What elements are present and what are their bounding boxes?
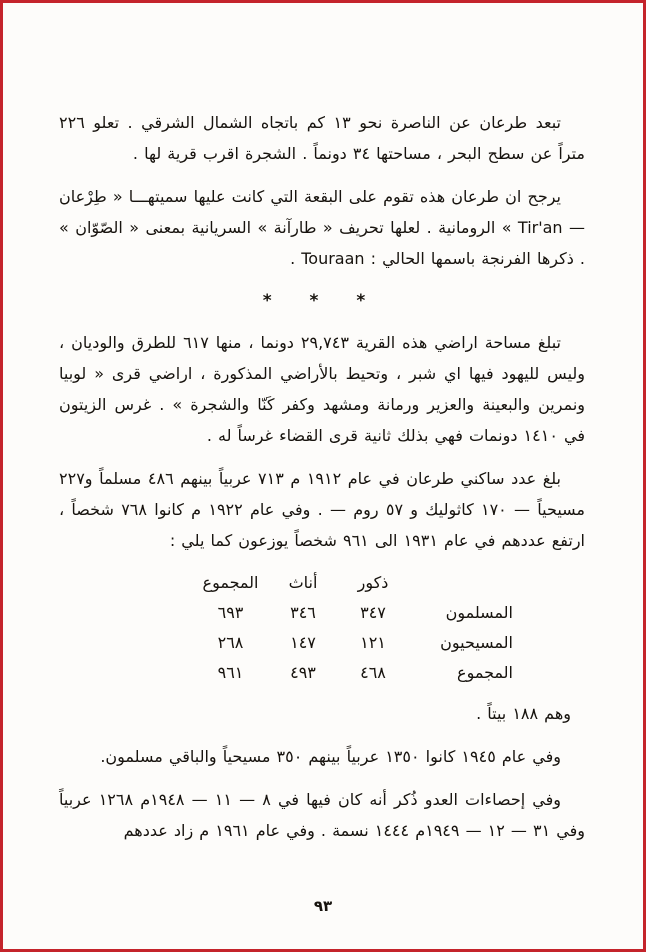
cell-females: ١٤٧ — [290, 633, 316, 652]
table-row-christians — [213, 628, 513, 658]
page-text-block — [59, 107, 585, 858]
row-label: المجموع — [457, 663, 513, 682]
column-header-total: المجموع — [202, 573, 259, 592]
page-number: ٩٣ — [313, 897, 333, 915]
paragraph-houses-count: وهم ١٨٨ بيتاً . — [476, 704, 571, 723]
population-table — [202, 568, 513, 688]
column-header-males: ذكور — [357, 573, 389, 592]
section-separator-stars: * * * — [262, 291, 382, 311]
paragraph-name-origin: يرجح ان طرعان هذه تقوم على البقعة التي كانت عليها سميتهـــا « طِرْعان — Tir'an » الرومانية . لعلها تحريف « طارآنة » السريانية بمعنى « الصّوّان » . ذكرها الفرنجة باسمها الحالي : Touraan . — [59, 187, 585, 268]
cell-total: ٩٦١ — [217, 663, 244, 682]
paragraph-enemy-census: وفي إحصاءات العدو ذُكر أنه كان فيها في ٨ — ١١ — ١٩٤٨م ١٢٦٨ عربياً وفي ٣١ — ١٢ — ١٩٤٩م ١٤٤٤ نسمة . وفي عام ١٩٦١ م زاد عددهم — [59, 790, 585, 840]
table-header-row — [202, 568, 513, 598]
cell-males: ٤٦٨ — [360, 663, 386, 682]
cell-males: ١٢١ — [360, 633, 386, 652]
paragraph-location: تبعد طرعان عن الناصرة نحو ١٣ كم باتجاه الشمال الشرقي . تعلو ٢٢٦ متراً عن سطح البحر ، مساحتها ٣٤ دونماً . الشجرة اقرب قرية لها . — [59, 113, 585, 163]
paragraph-1945-population: وفي عام ١٩٤٥ كانوا ١٣٥٠ عربياً بينهم ٣٥٠ مسيحياً والباقي مسلمون. — [100, 747, 561, 766]
paragraph-land-area: تبلغ مساحة اراضي هذه القرية ٢٩,٧٤٣ دونما ، منها ٦١٧ للطرق والوديان ، وليس لليهود فيها اي شبر ، وتحيط بالأراضي المذكورة ، اراضي قرى « لوبيا ونمرين والبعينة والعزير ورمانة ومشهد وكفر كَنّا والشجرة » . غرس الزيتون في ١٤١٠ دونمات فهي بذلك ثانية قرى القضاء غرساً له . — [59, 333, 585, 445]
cell-females: ٤٩٣ — [290, 663, 316, 682]
row-label: المسيحيون — [440, 633, 513, 652]
cell-males: ٣٤٧ — [360, 603, 386, 622]
table-row-total — [213, 658, 513, 688]
row-label: المسلمون — [445, 603, 513, 622]
column-header-females: أناث — [288, 573, 318, 592]
cell-total: ٦٩٣ — [217, 603, 244, 622]
table-corner-cell — [408, 568, 513, 598]
table-row-muslims — [213, 598, 513, 628]
cell-females: ٣٤٦ — [290, 603, 316, 622]
cell-total: ٢٦٨ — [217, 633, 244, 652]
paragraph-population-history: بلغ عدد ساكني طرعان في عام ١٩١٢ م ٧١٣ عربياً بينهم ٤٨٦ مسلماً و٢٢٧ مسيحياً — ١٧٠ كاثوليك و ٥٧ روم — . وفي عام ١٩٢٢ م كانوا ٧٦٨ شخصاً ، ارتفع عددهم في عام ١٩٣١ الى ٩٦١ شخصاً يوزعون كما يلي : — [59, 469, 585, 550]
